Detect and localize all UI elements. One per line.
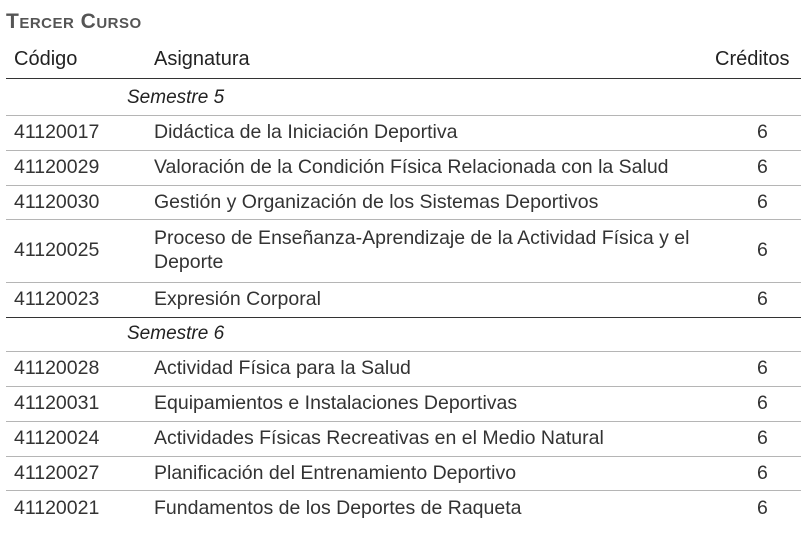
course-subject: Actividades Físicas Recreativas en el Medio Natural [154,427,604,449]
course-code: 41120027 [14,462,100,484]
course-subject: Planificación del Entrenamiento Deportivo [154,462,517,484]
row-divider [6,115,801,116]
course-code: 41120029 [14,156,100,178]
course-credits: 6 [757,121,768,143]
course-code: 41120025 [14,239,100,261]
row-divider [6,150,801,151]
course-credits: 6 [757,191,768,213]
header-subject: Asignatura [154,48,250,70]
row-divider [6,421,801,422]
course-subject: Fundamentos de los Deportes de Raqueta [154,497,522,519]
course-code: 41120021 [14,497,100,519]
header-code: Código [14,48,78,70]
course-subject: Expresión Corporal [154,288,321,310]
header-divider [6,78,801,79]
row-divider [6,386,801,387]
course-code: 41120023 [14,288,100,310]
course-code: 41120024 [14,427,100,449]
course-credits: 6 [757,156,768,178]
course-credits: 6 [757,427,768,449]
header-credits: Créditos [715,48,790,70]
semester-label: Semestre 6 [127,323,225,344]
row-divider [6,185,801,186]
course-subject: Valoración de la Condición Física Relacionada con la Salud [154,156,669,178]
course-subject: Proceso de Enseñanza-Aprendizaje de la Actividad Física y el Deporte [154,227,690,273]
course-code: 41120017 [14,121,100,143]
row-divider [6,282,801,283]
page-title: Tercer Curso [6,10,142,33]
row-divider [6,219,801,220]
course-subject: Equipamientos e Instalaciones Deportivas [154,392,518,414]
course-credits: 6 [757,357,768,379]
course-subject: Didáctica de la Iniciación Deportiva [154,121,458,143]
course-code: 41120028 [14,357,100,379]
course-credits: 6 [757,497,768,519]
course-subject: Gestión y Organización de los Sistemas Deportivos [154,191,599,213]
course-credits: 6 [757,239,768,261]
course-code: 41120030 [14,191,100,213]
row-divider [6,490,801,491]
course-subject: Actividad Física para la Salud [154,357,411,379]
course-credits: 6 [757,392,768,414]
course-credits: 6 [757,288,768,310]
course-credits: 6 [757,462,768,484]
course-code: 41120031 [14,392,100,414]
row-divider [6,351,801,352]
semester-label: Semestre 5 [127,87,225,108]
semester-divider [6,317,801,318]
row-divider [6,456,801,457]
